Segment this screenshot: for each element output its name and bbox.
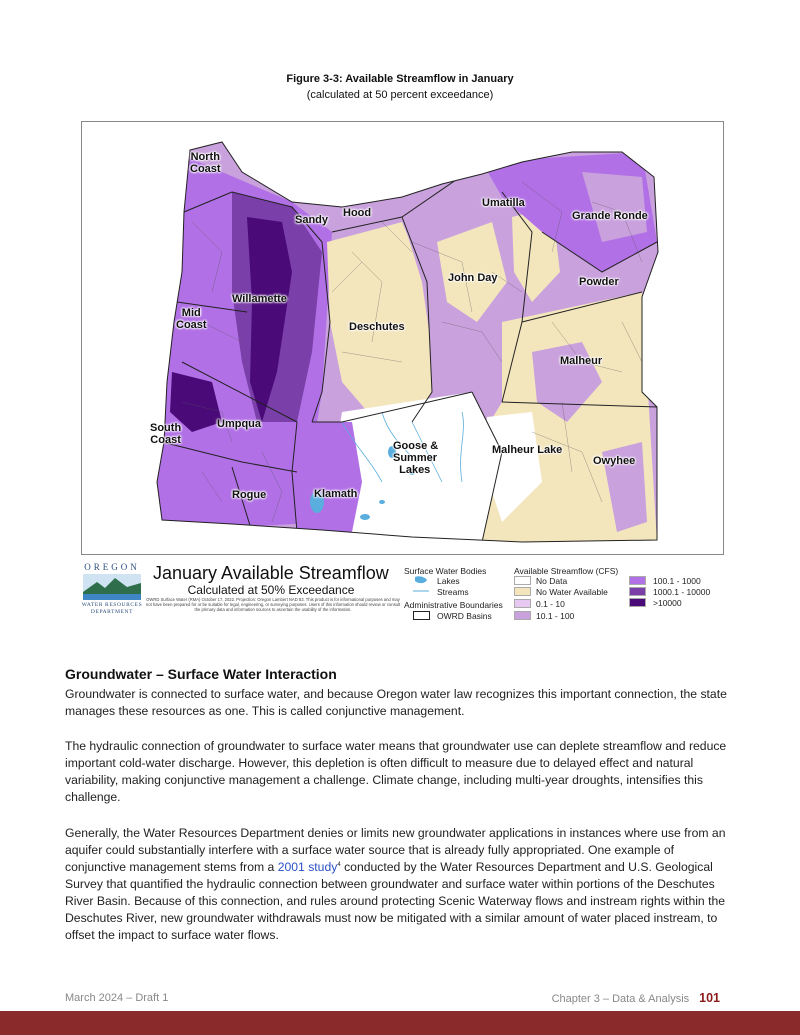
surface-water-heading: Surface Water Bodies <box>404 566 487 576</box>
basin-label-powder: Powder <box>579 276 619 288</box>
class-label-1000-10000: 1000.1 - 10000 <box>653 587 711 597</box>
streamflow-heading: Available Streamflow (CFS) <box>514 566 619 576</box>
basin-label-john-day: John Day <box>448 272 498 284</box>
swatch-0-10 <box>514 599 531 608</box>
class-label-over-10000: >10000 <box>653 598 682 608</box>
footnote-ref: 4 <box>337 861 341 868</box>
basin-label-deschutes: Deschutes <box>349 321 405 333</box>
swatch-no-water <box>514 587 531 596</box>
class-label-100-1000: 100.1 - 1000 <box>653 576 701 586</box>
basin-label-malheur-lake: Malheur Lake <box>492 444 563 456</box>
paragraph-3: Generally, the Water Resources Department denies or limits new groundwater applications in instances where use from an aquifer could substantially interfere with a surface water source that is already fully appropriated. One example of conjunctive management stems from a 2001 study$^4$ conducted by the Water Resources Department and U.S. Geological Survey that quantified the hydraulic connection between groundwater and surface water within portions of the Deschutes River Basin. Because of this connection, and rules around protecting Scenic Waterway flows and instream rights within the Deschutes River, new groundwater withdrawals must now be mitigated with a similar amount of water placed instream, to offset the impact to surface water flows. <box>65 826 726 942</box>
class-label-0-10: 0.1 - 10 <box>536 599 565 609</box>
basin-label-north-coast: North Coast <box>190 151 221 175</box>
swatch-over-10000 <box>629 598 646 607</box>
section-heading: Groundwater – Surface Water Interaction <box>65 666 337 682</box>
map-legend <box>81 560 722 626</box>
class-label-10-100: 10.1 - 100 <box>536 611 575 621</box>
legend-fine-print: OWRD Surface Water (RMA) October 17, 2022. Projection: Oregon Lambert NAD 83. This product is for informational purposes and may not have been prepared for or be suitable for legal, engineering, or surveying purposes. Users of this information should review or consult the primary data and information sources to ascertain the usability of the information. <box>145 597 401 612</box>
footer-bar <box>0 1011 800 1035</box>
paragraph-1: Groundwater is connected to surface water, and because Oregon water law recognizes this important connection, the state manages these resources as one. This is called conjunctive management. <box>65 687 727 718</box>
figure-subtitle: (calculated at 50 percent exceedance) <box>306 89 494 101</box>
basin-label-willamette: Willamette <box>232 293 287 305</box>
legend-title: January Available Streamflow <box>153 563 389 583</box>
basin-label-south-coast: South Coast <box>150 422 182 446</box>
legend-streams-label: Streams <box>437 587 469 597</box>
legend-lakes-label: Lakes <box>437 576 460 586</box>
owrd-logo: OREGON WATER RESOURCES DEPARTMENT <box>81 562 143 615</box>
basin-label-grande-ronde: Grande Ronde <box>572 210 648 222</box>
oregon-map-graphic <box>82 122 723 554</box>
lake-symbol-icon <box>413 575 429 585</box>
page-number: 101 <box>699 991 720 1005</box>
basin-label-owyhee: Owyhee <box>593 455 636 467</box>
owrd-basins-swatch <box>413 611 430 620</box>
admin-boundaries-heading: Administrative Boundaries <box>404 600 503 610</box>
basin-label-hood: Hood <box>343 207 372 219</box>
study-link[interactable]: 2001 study <box>277 860 338 874</box>
footer-draft-date: March 2024 – Draft 1 <box>65 992 169 1004</box>
legend-owrd-basins-label: OWRD Basins <box>437 611 492 621</box>
class-label-no-data: No Data <box>536 576 568 586</box>
basin-label-umatilla: Umatilla <box>482 197 525 209</box>
basin-label-umpqua: Umpqua <box>217 418 261 430</box>
swatch-no-data <box>514 576 531 585</box>
legend-subtitle: Calculated at 50% Exceedance <box>187 583 355 597</box>
basin-label-rogue: Rogue <box>232 489 267 501</box>
basin-label-klamath: Klamath <box>314 488 358 500</box>
basin-label-sandy: Sandy <box>295 214 329 226</box>
swatch-10-100 <box>514 611 531 620</box>
stream-symbol-icon <box>413 588 429 594</box>
class-label-no-water: No Water Available <box>536 587 608 597</box>
figure-title: Figure 3-3: Available Streamflow in January <box>286 73 514 85</box>
basin-label-goose-summer: Goose & Summer Lakes <box>393 440 439 476</box>
basin-label-mid-coast: Mid Coast <box>176 307 207 331</box>
footer-chapter: Chapter 3 – Data & Analysis 101 <box>551 991 720 1005</box>
paragraph-2: The hydraulic connection of groundwater to surface water means that groundwater use can deplete streamflow and reduce important cold-water discharge. However, this depletion is often difficult to measure due to delayed effect and natural variability, making conjunctive management a challenge. Climate change, including multi-year droughts, intensifies this challenge. <box>65 739 727 804</box>
streamflow-map <box>81 121 724 555</box>
swatch-100-1000 <box>629 576 646 585</box>
swatch-1000-10000 <box>629 587 646 596</box>
mountain-lake-icon <box>83 574 141 600</box>
basin-label-malheur: Malheur <box>560 355 603 367</box>
